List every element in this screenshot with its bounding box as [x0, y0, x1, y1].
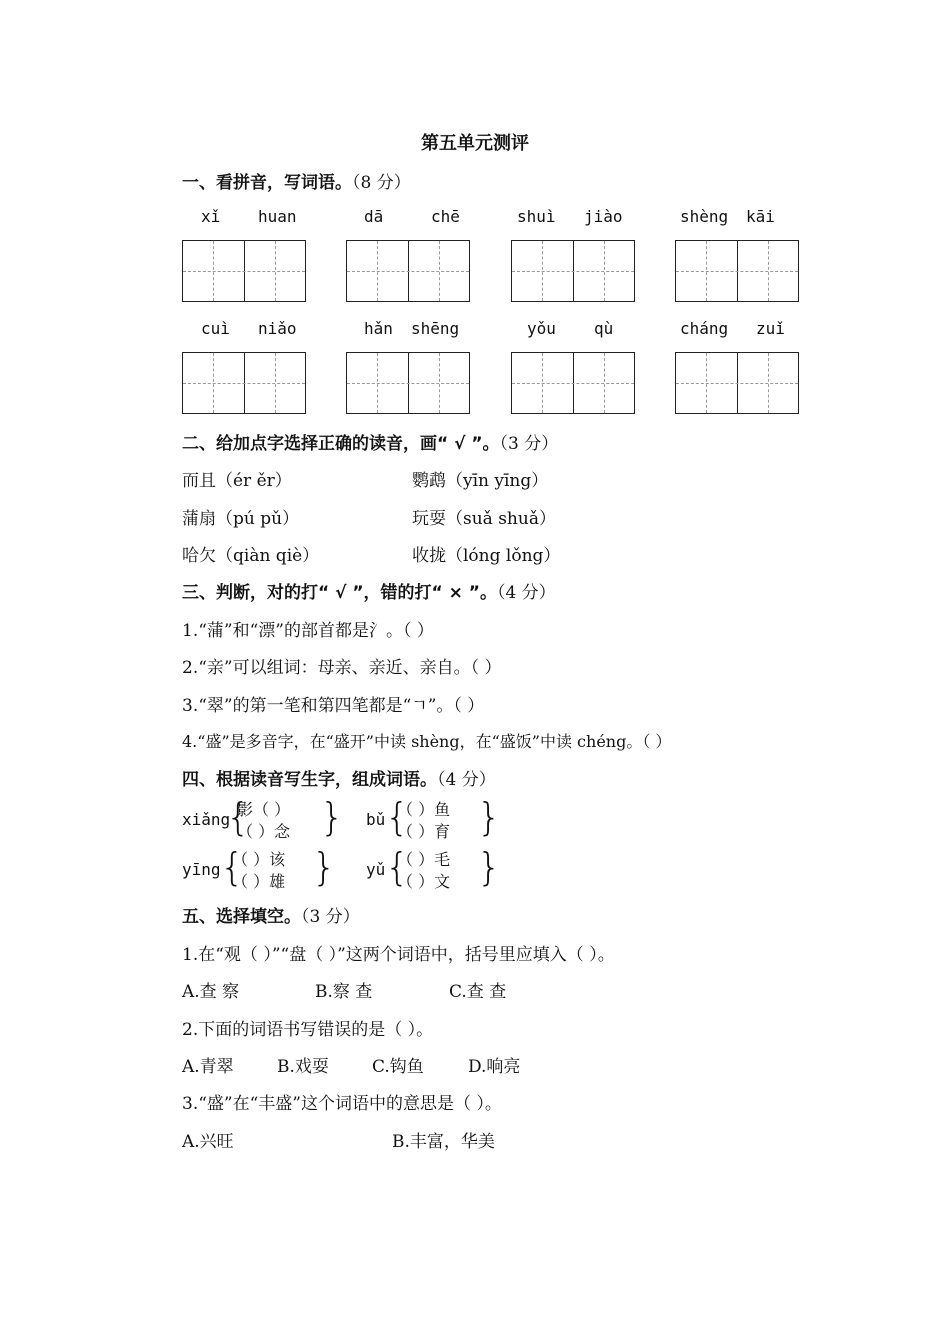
judgement-item[interactable]: 2.“亲”可以组词：母亲、亲近、亲自。（ ） — [182, 658, 502, 678]
word-blank[interactable]: （ ）念 — [237, 822, 291, 841]
writing-grid[interactable] — [675, 352, 799, 414]
pinyin: xiǎng — [182, 810, 231, 829]
option-a[interactable]: A.查 察 — [182, 982, 240, 1002]
reading-choice[interactable]: 而且（ér ěr） — [182, 471, 292, 491]
reading-choice[interactable]: 蒲扇（pú pǔ） — [182, 509, 300, 529]
right-brace-icon: } — [320, 795, 345, 839]
word-blank[interactable]: （ ）雄 — [232, 872, 286, 891]
pinyin: cuì — [201, 319, 230, 338]
question-2: 2.下面的词语书写错误的是（ ）。 — [182, 1020, 434, 1040]
pinyin: bǔ — [366, 810, 386, 829]
pinyin: qù — [594, 319, 614, 338]
writing-grid[interactable] — [346, 352, 470, 414]
option-b[interactable]: B.察 查 — [315, 982, 373, 1002]
word-blank[interactable]: 影（ ） — [237, 800, 291, 819]
pinyin: cháng — [680, 319, 729, 338]
reading-choice[interactable]: 鹦鹉（yīn yīng） — [412, 471, 549, 491]
section-3-heading-text: 三、判断，对的打“ √ ”，错的打“ × ”。 — [182, 583, 497, 603]
writing-grid[interactable] — [346, 240, 470, 302]
pinyin: zuǐ — [756, 319, 785, 338]
pinyin: yǒu — [527, 319, 556, 338]
left-brace-icon: { — [226, 795, 251, 839]
pinyin: shēng — [411, 319, 460, 338]
option-b[interactable]: B.丰富，华美 — [392, 1132, 495, 1152]
writing-grid[interactable] — [182, 240, 306, 302]
left-brace-icon: { — [220, 845, 245, 889]
pinyin: kāi — [746, 207, 775, 226]
word-blank[interactable]: （ ）毛 — [397, 850, 451, 869]
section-3-heading — [182, 578, 556, 603]
section-4-heading-text: 四、根据读音写生字，组成词语。 — [182, 770, 437, 790]
right-brace-icon: } — [312, 845, 337, 889]
writing-grid[interactable] — [675, 240, 799, 302]
word-blank[interactable]: （ ）文 — [397, 872, 451, 891]
pinyin: xǐ — [201, 207, 221, 226]
reading-choice[interactable]: 哈欠（qiàn qiè） — [182, 546, 320, 566]
pinyin: dā — [364, 207, 384, 226]
pinyin: shèng — [680, 207, 729, 226]
section-1-points: （8 分） — [352, 173, 411, 193]
section-5-heading — [182, 902, 360, 927]
question-3: 3.“盛”在“丰盛”这个词语中的意思是（ ）。 — [182, 1094, 502, 1114]
pinyin: yǔ — [366, 860, 386, 879]
pinyin: yīng — [182, 860, 221, 879]
pinyin: hǎn — [364, 319, 393, 338]
writing-grid[interactable] — [182, 352, 306, 414]
section-5-heading-text: 五、选择填空。 — [182, 907, 301, 927]
section-1-heading — [182, 168, 411, 193]
left-brace-icon: { — [385, 845, 410, 889]
page-title: 第五单元测评 — [421, 133, 529, 154]
option-c[interactable]: C.钩鱼 — [372, 1057, 424, 1077]
pinyin: shuì — [517, 207, 556, 226]
section-2-heading — [182, 429, 558, 454]
section-1-heading-text: 一、看拼音，写词语。 — [182, 173, 352, 193]
writing-grid[interactable] — [511, 352, 635, 414]
pinyin: niǎo — [258, 319, 297, 338]
pinyin: chē — [431, 207, 460, 226]
section-2-heading-text: 二、给加点字选择正确的读音，画“ √ ”。 — [182, 434, 500, 454]
right-brace-icon: } — [477, 845, 502, 889]
section-2-points: （3 分） — [499, 434, 559, 454]
word-blank[interactable]: （ ）鱼 — [397, 800, 451, 819]
option-a[interactable]: A.青翠 — [182, 1057, 234, 1077]
pinyin: jiào — [584, 207, 623, 226]
judgement-item[interactable]: 3.“翠”的第一笔和第四笔都是“ㄱ”。（ ） — [182, 696, 485, 716]
option-d[interactable]: D.响亮 — [468, 1057, 521, 1077]
reading-choice[interactable]: 收拢（lóng lǒng） — [412, 546, 561, 566]
section-3-points: （4 分） — [496, 583, 556, 603]
left-brace-icon: { — [385, 795, 410, 839]
option-c[interactable]: C.查 查 — [449, 982, 507, 1002]
writing-grid[interactable] — [511, 240, 635, 302]
section-4-points: （4 分） — [437, 770, 496, 790]
option-b[interactable]: B.戏耍 — [277, 1057, 329, 1077]
section-4-heading — [182, 765, 496, 790]
pinyin: huan — [258, 207, 297, 226]
reading-choice[interactable]: 玩耍（suǎ shuǎ） — [412, 509, 556, 529]
question-1: 1.在“观（ ）”“盘（ ）”这两个词语中，括号里应填入（ ）。 — [182, 945, 615, 965]
section-5-points: （3 分） — [301, 907, 360, 927]
judgement-item[interactable]: 4.“盛”是多音字，在“盛开”中读 shèng，在“盛饭”中读 chéng。（ ） — [182, 732, 672, 751]
right-brace-icon: } — [477, 795, 502, 839]
word-blank[interactable]: （ ）育 — [397, 822, 451, 841]
option-a[interactable]: A.兴旺 — [182, 1132, 234, 1152]
judgement-item[interactable]: 1.“蒲”和“漂”的部首都是氵。（ ） — [182, 621, 434, 641]
word-blank[interactable]: （ ）该 — [232, 850, 286, 869]
